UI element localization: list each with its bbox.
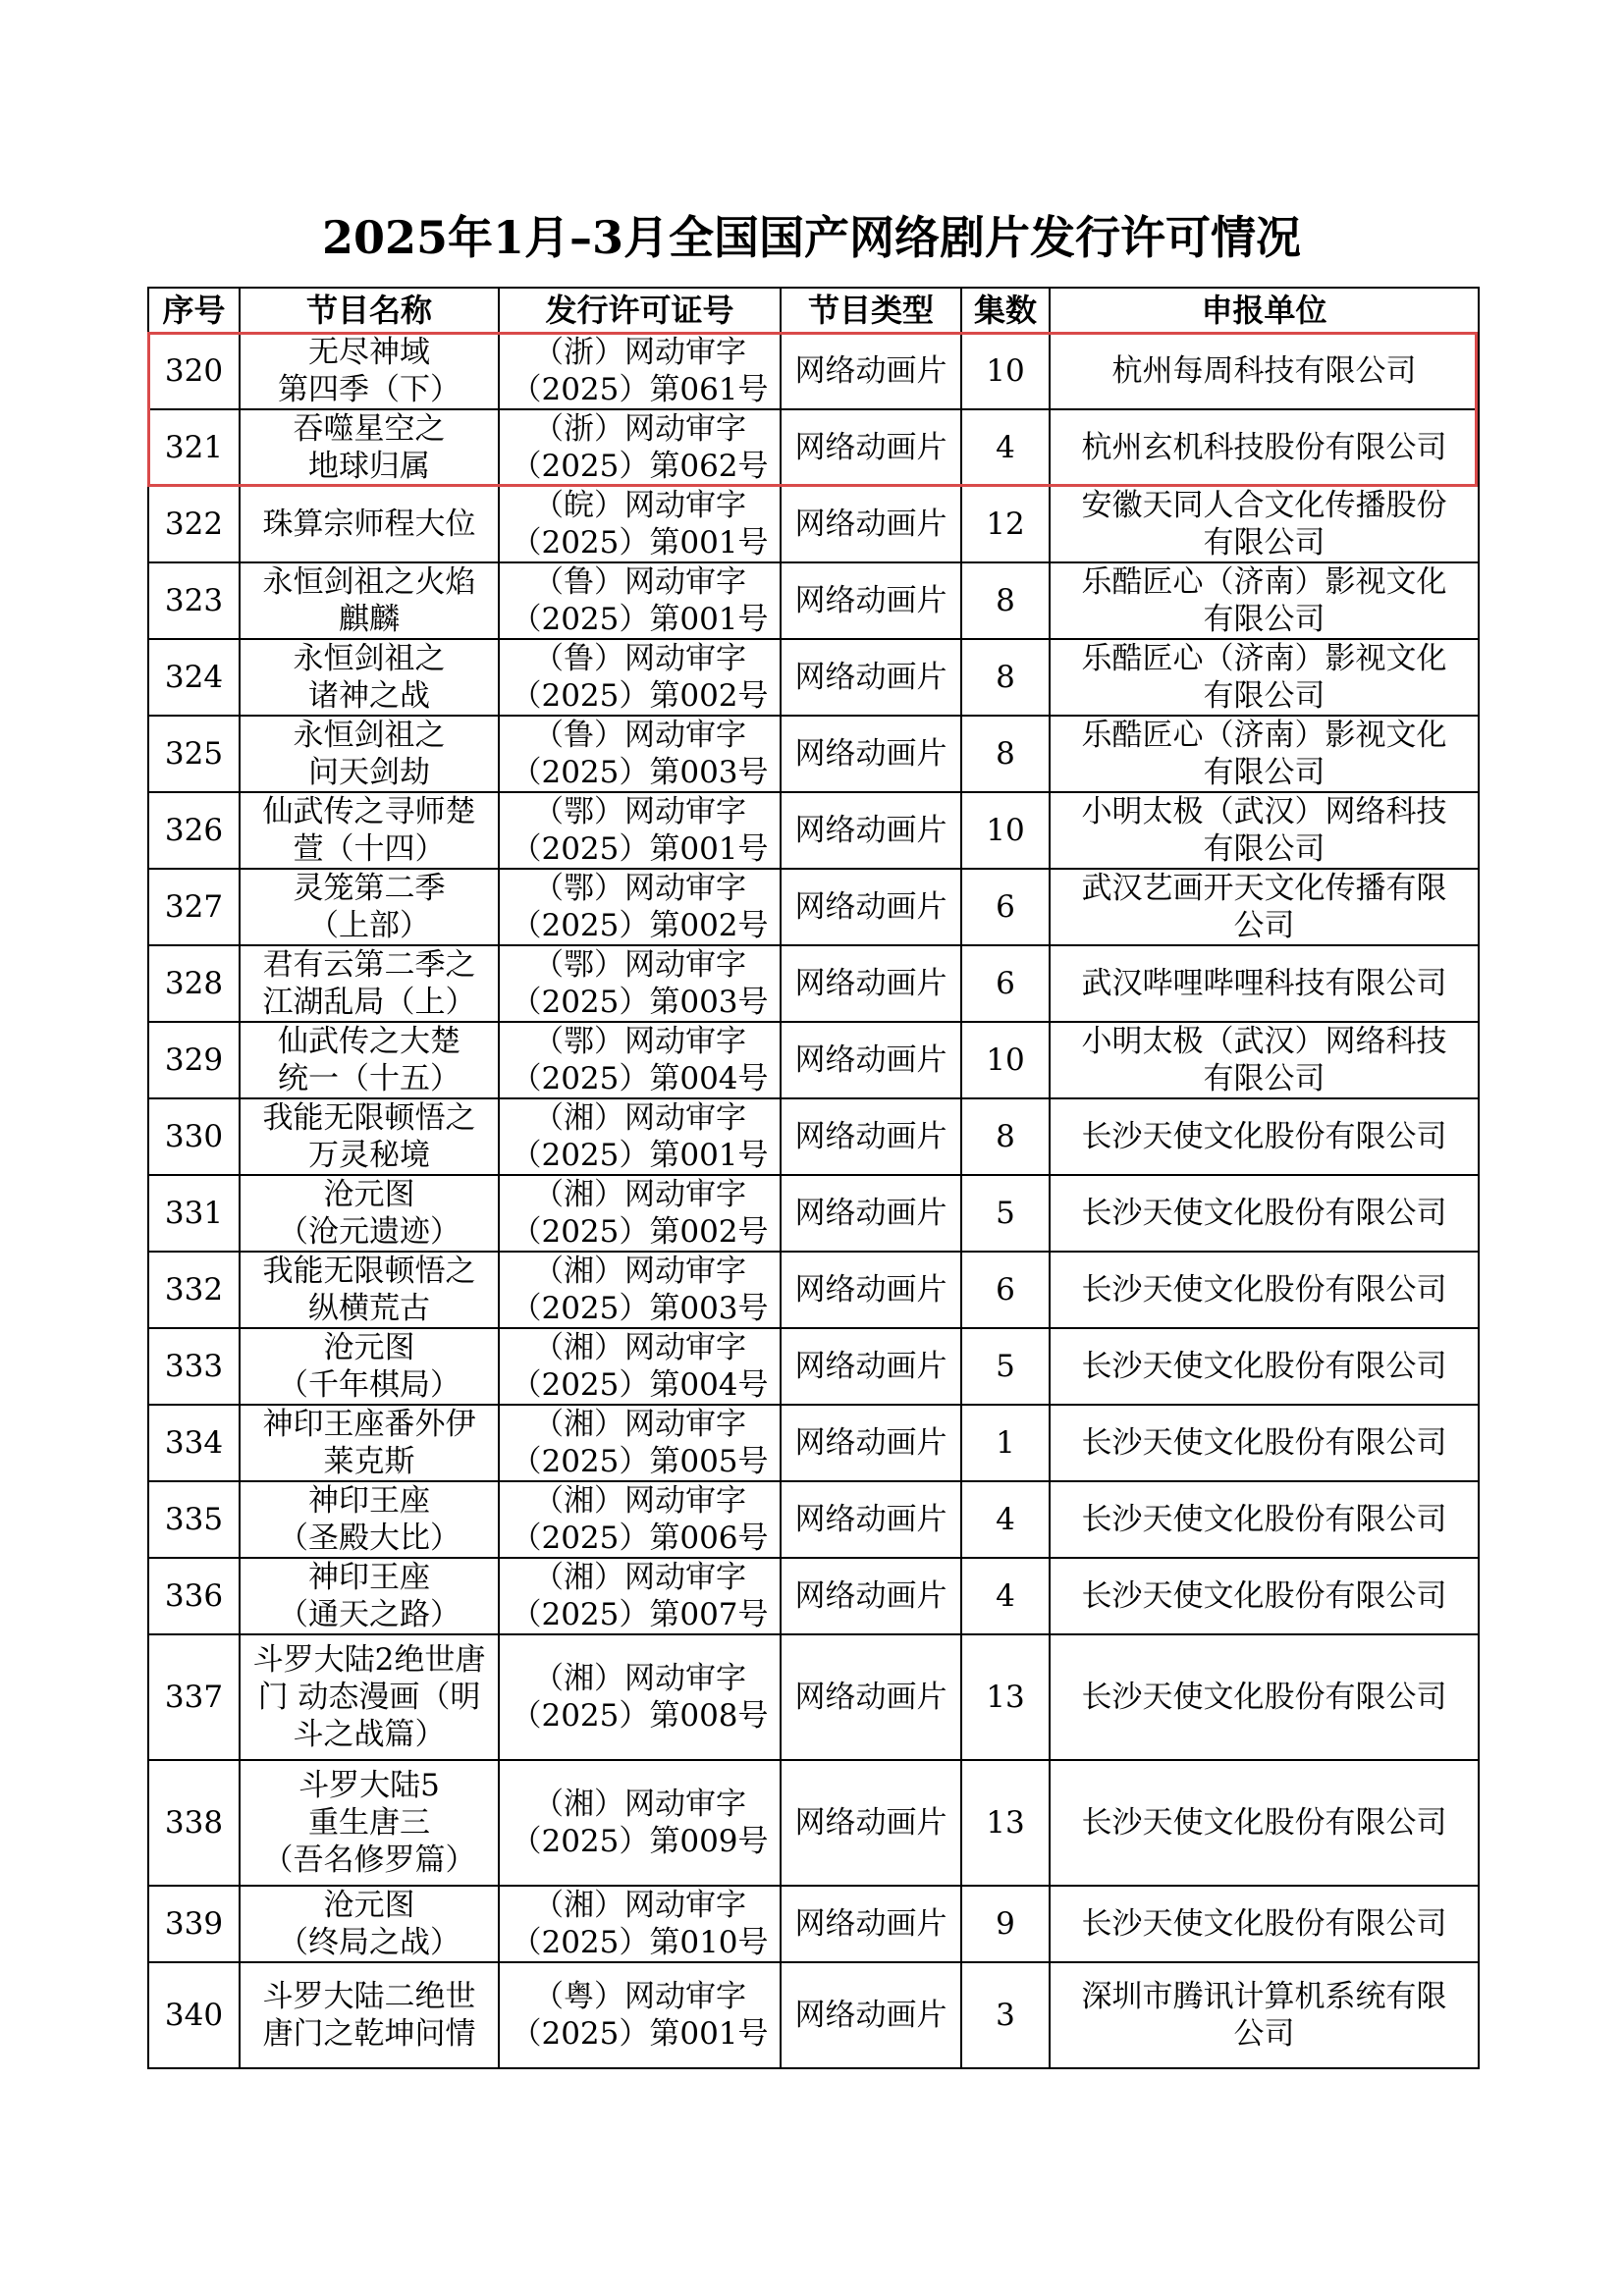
cell-program-type: 网络动画片 (781, 333, 961, 409)
cell-applicant (1050, 409, 1479, 486)
cell-license-number-line: （2025）第002号 (511, 1214, 769, 1250)
table-row (148, 1558, 1479, 1634)
cell-applicant-line: 深圳市腾讯计算机系统有限 (1081, 1979, 1447, 2014)
cell-program-name-line: 我能无限顿悟之 (262, 1254, 476, 1289)
table-row (148, 486, 1479, 562)
cell-program-name-line: 永恒剑祖之火焰 (262, 564, 476, 600)
cell-license-number-line: （2025）第010号 (511, 1925, 769, 1960)
cell-applicant-line: 有限公司 (1203, 678, 1325, 714)
cell-seq: 322 (148, 486, 240, 562)
cell-license-number (499, 1252, 781, 1328)
cell-program-name-line: 沧元图 (323, 1330, 415, 1365)
cell-applicant-line: 有限公司 (1203, 602, 1325, 637)
cell-license-number-line: （2025）第003号 (511, 985, 769, 1020)
cell-program-name-line: 神印王座番外伊 (262, 1407, 476, 1442)
cell-program-type: 网络动画片 (781, 1098, 961, 1175)
header-episodes: 集数 (961, 288, 1050, 333)
cell-license-number (499, 869, 781, 945)
cell-program-name-line: （吾名修罗篇） (262, 1842, 476, 1878)
cell-program-name-line: 永恒剑祖之 (293, 718, 446, 753)
cell-program-type: 网络动画片 (781, 1022, 961, 1098)
cell-program-name-line: 我能无限顿悟之 (262, 1100, 476, 1136)
cell-program-name (240, 1558, 499, 1634)
cell-license-number-line: （湘）网动审字 (533, 1560, 746, 1595)
cell-episodes: 8 (961, 562, 1050, 639)
cell-applicant (1050, 716, 1479, 792)
cell-program-type: 网络动画片 (781, 1252, 961, 1328)
cell-applicant (1050, 1175, 1479, 1252)
cell-episodes: 10 (961, 333, 1050, 409)
cell-program-type: 网络动画片 (781, 1558, 961, 1634)
cell-program-name-line: （通天之路） (278, 1597, 460, 1632)
cell-license-number (499, 1558, 781, 1634)
cell-program-name-line: 斗罗大陆5 (298, 1768, 440, 1803)
cell-applicant (1050, 1962, 1479, 2068)
cell-program-name-line: 江湖乱局（上） (262, 985, 476, 1020)
cell-applicant-line: 长沙天使文化股份有限公司 (1081, 1906, 1447, 1942)
cell-applicant-line: 有限公司 (1203, 525, 1325, 561)
cell-program-name-line: 斗罗大陆2绝世唐 (252, 1642, 486, 1678)
cell-license-number (499, 639, 781, 716)
cell-license-number (499, 945, 781, 1022)
cell-license-number-line: （鄂）网动审字 (533, 1024, 746, 1059)
cell-applicant-line: 公司 (1233, 2016, 1295, 2052)
cell-program-type: 网络动画片 (781, 1760, 961, 1886)
cell-applicant (1050, 333, 1479, 409)
cell-seq: 337 (148, 1634, 240, 1760)
cell-seq: 326 (148, 792, 240, 869)
cell-seq: 335 (148, 1481, 240, 1558)
cell-license-number-line: （湘）网动审字 (533, 1483, 746, 1519)
cell-seq: 327 (148, 869, 240, 945)
cell-applicant (1050, 1886, 1479, 1962)
cell-seq: 324 (148, 639, 240, 716)
cell-program-name-line: 斗之战篇） (293, 1717, 446, 1752)
cell-applicant-line: 小明太极（武汉）网络科技 (1081, 794, 1447, 829)
cell-license-number-line: （2025）第004号 (511, 1061, 769, 1096)
cell-seq: 330 (148, 1098, 240, 1175)
cell-episodes: 3 (961, 1962, 1050, 2068)
cell-applicant (1050, 562, 1479, 639)
table-row (148, 945, 1479, 1022)
cell-applicant-line: 长沙天使文化股份有限公司 (1081, 1349, 1447, 1384)
header-applicant: 申报单位 (1050, 288, 1479, 333)
cell-license-number-line: （2025）第009号 (511, 1824, 769, 1859)
cell-applicant-line: 长沙天使文化股份有限公司 (1081, 1196, 1447, 1231)
cell-program-name-line: （千年棋局） (278, 1367, 460, 1403)
cell-seq: 325 (148, 716, 240, 792)
table-row (148, 1481, 1479, 1558)
cell-seq: 336 (148, 1558, 240, 1634)
header-program-type: 节目类型 (781, 288, 961, 333)
table-body (148, 333, 1479, 2068)
cell-program-name (240, 562, 499, 639)
header-seq: 序号 (148, 288, 240, 333)
page-title: 2025年1月–3月全国国产网络剧片发行许可情况 (321, 211, 1302, 264)
cell-program-name (240, 716, 499, 792)
cell-license-number-line: （粤）网动审字 (533, 1979, 746, 2014)
cell-seq: 328 (148, 945, 240, 1022)
cell-license-number-line: （鄂）网动审字 (533, 794, 746, 829)
cell-applicant (1050, 1098, 1479, 1175)
cell-program-name (240, 1022, 499, 1098)
cell-episodes: 1 (961, 1405, 1050, 1481)
cell-seq: 320 (148, 333, 240, 409)
cell-episodes: 8 (961, 639, 1050, 716)
cell-license-number-line: （皖）网动审字 (533, 488, 746, 523)
header-license-number: 发行许可证号 (499, 288, 781, 333)
cell-applicant-line: 杭州每周科技有限公司 (1111, 353, 1417, 389)
cell-license-number-line: （2025）第001号 (511, 602, 769, 637)
cell-program-name-line: 诸神之战 (308, 678, 430, 714)
cell-program-name-line: 唐门之乾坤问情 (262, 2016, 476, 2052)
cell-license-number-line: （2025）第061号 (511, 372, 769, 407)
cell-program-name-line: 仙武传之寻师楚 (262, 794, 476, 829)
cell-applicant (1050, 1558, 1479, 1634)
cell-license-number (499, 1405, 781, 1481)
cell-program-type: 网络动画片 (781, 639, 961, 716)
cell-program-name (240, 1886, 499, 1962)
cell-seq: 323 (148, 562, 240, 639)
cell-license-number-line: （湘）网动审字 (533, 1787, 746, 1822)
cell-program-name-line: （终局之战） (278, 1925, 460, 1960)
cell-program-name-line: 永恒剑祖之 (293, 641, 446, 676)
cell-license-number-line: （浙）网动审字 (533, 411, 746, 447)
cell-program-name-line: 沧元图 (323, 1888, 415, 1923)
cell-applicant (1050, 1481, 1479, 1558)
cell-seq: 340 (148, 1962, 240, 2068)
cell-license-number-line: （2025）第003号 (511, 1291, 769, 1326)
cell-program-type: 网络动画片 (781, 792, 961, 869)
cell-program-name-line: （沧元遗迹） (278, 1214, 460, 1250)
cell-program-name-line: 第四季（下） (278, 372, 460, 407)
cell-license-number (499, 486, 781, 562)
cell-license-number-line: （湘）网动审字 (533, 1661, 746, 1696)
cell-applicant (1050, 869, 1479, 945)
cell-program-name (240, 409, 499, 486)
cell-program-type: 网络动画片 (781, 1328, 961, 1405)
cell-license-number-line: （2025）第008号 (511, 1698, 769, 1734)
cell-program-type: 网络动画片 (781, 1886, 961, 1962)
cell-program-name-line: 神印王座 (308, 1483, 430, 1519)
cell-applicant (1050, 1634, 1479, 1760)
table-row (148, 562, 1479, 639)
cell-applicant-line: 有限公司 (1203, 755, 1325, 790)
table-row (148, 1022, 1479, 1098)
cell-program-type: 网络动画片 (781, 1962, 961, 2068)
cell-applicant-line: 乐酷匠心（济南）影视文化 (1081, 641, 1447, 676)
cell-program-name (240, 1962, 499, 2068)
cell-program-name-line: 萱（十四） (293, 831, 446, 867)
cell-applicant-line: 安徽天同人合文化传播股份 (1081, 488, 1447, 523)
table-row (148, 1760, 1479, 1886)
cell-seq: 329 (148, 1022, 240, 1098)
cell-program-name (240, 1481, 499, 1558)
cell-program-type: 网络动画片 (781, 1634, 961, 1760)
cell-license-number (499, 1098, 781, 1175)
cell-seq: 321 (148, 409, 240, 486)
cell-episodes: 6 (961, 869, 1050, 945)
cell-applicant (1050, 945, 1479, 1022)
cell-program-type: 网络动画片 (781, 945, 961, 1022)
cell-applicant (1050, 1252, 1479, 1328)
table-row (148, 869, 1479, 945)
cell-program-name-line: （圣殿大比） (278, 1521, 460, 1556)
cell-license-number (499, 792, 781, 869)
cell-episodes: 13 (961, 1634, 1050, 1760)
cell-applicant-line: 长沙天使文化股份有限公司 (1081, 1578, 1447, 1614)
cell-license-number-line: （2025）第006号 (511, 1521, 769, 1556)
cell-applicant-line: 有限公司 (1203, 831, 1325, 867)
cell-seq: 331 (148, 1175, 240, 1252)
cell-episodes: 5 (961, 1328, 1050, 1405)
cell-program-name (240, 1252, 499, 1328)
cell-applicant-line: 小明太极（武汉）网络科技 (1081, 1024, 1447, 1059)
cell-program-name (240, 333, 499, 409)
cell-episodes: 13 (961, 1760, 1050, 1886)
table-row (148, 1962, 1479, 2068)
cell-license-number (499, 1760, 781, 1886)
cell-episodes: 8 (961, 716, 1050, 792)
cell-applicant (1050, 639, 1479, 716)
cell-license-number-line: （湘）网动审字 (533, 1888, 746, 1923)
cell-program-name-line: 重生唐三 (308, 1805, 430, 1841)
cell-program-name (240, 1405, 499, 1481)
cell-applicant-line: 武汉艺画开天文化传播有限 (1081, 871, 1447, 906)
cell-program-name (240, 1175, 499, 1252)
cell-episodes: 4 (961, 1481, 1050, 1558)
cell-program-type: 网络动画片 (781, 1405, 961, 1481)
cell-license-number-line: （2025）第062号 (511, 449, 769, 484)
cell-program-name-line: 神印王座 (308, 1560, 430, 1595)
cell-program-name-line: 万灵秘境 (308, 1138, 430, 1173)
cell-license-number-line: （2025）第007号 (511, 1597, 769, 1632)
cell-license-number (499, 1886, 781, 1962)
cell-program-name (240, 945, 499, 1022)
cell-episodes: 6 (961, 945, 1050, 1022)
table-row (148, 639, 1479, 716)
cell-license-number-line: （2025）第001号 (511, 831, 769, 867)
cell-license-number-line: （2025）第001号 (511, 2016, 769, 2052)
cell-license-number-line: （2025）第003号 (511, 755, 769, 790)
cell-episodes: 6 (961, 1252, 1050, 1328)
cell-seq: 339 (148, 1886, 240, 1962)
cell-program-name-line: 统一（十五） (278, 1061, 460, 1096)
cell-episodes: 4 (961, 409, 1050, 486)
cell-program-name (240, 486, 499, 562)
permit-table (147, 287, 1480, 2069)
cell-applicant-line: 长沙天使文化股份有限公司 (1081, 1119, 1447, 1154)
cell-program-name (240, 1634, 499, 1760)
table-header-row (148, 288, 1479, 333)
cell-license-number-line: （湘）网动审字 (533, 1177, 746, 1212)
cell-program-name-line: 地球归属 (308, 449, 430, 484)
table-row (148, 1886, 1479, 1962)
cell-seq: 334 (148, 1405, 240, 1481)
table-row (148, 1328, 1479, 1405)
cell-license-number-line: （2025）第002号 (511, 678, 769, 714)
cell-applicant-line: 公司 (1233, 908, 1295, 943)
cell-seq: 333 (148, 1328, 240, 1405)
cell-license-number-line: （2025）第001号 (511, 1138, 769, 1173)
cell-seq: 332 (148, 1252, 240, 1328)
cell-program-type: 网络动画片 (781, 1175, 961, 1252)
cell-program-name-line: 麒麟 (339, 602, 400, 637)
cell-program-name-line: 仙武传之大楚 (278, 1024, 460, 1059)
cell-license-number (499, 1481, 781, 1558)
cell-license-number (499, 1022, 781, 1098)
cell-license-number (499, 716, 781, 792)
cell-program-name (240, 869, 499, 945)
cell-program-name-line: 问天剑劫 (308, 755, 430, 790)
cell-episodes: 8 (961, 1098, 1050, 1175)
cell-program-name-line: 门 动态漫画（明 (257, 1680, 481, 1715)
cell-program-type: 网络动画片 (781, 409, 961, 486)
cell-program-name-line: （上部） (308, 908, 430, 943)
table-row (148, 1175, 1479, 1252)
cell-applicant-line: 长沙天使文化股份有限公司 (1081, 1425, 1447, 1461)
table-row (148, 1098, 1479, 1175)
cell-license-number-line: （湘）网动审字 (533, 1254, 746, 1289)
cell-program-type: 网络动画片 (781, 1481, 961, 1558)
cell-episodes: 10 (961, 792, 1050, 869)
cell-license-number (499, 1634, 781, 1760)
cell-license-number-line: （2025）第002号 (511, 908, 769, 943)
cell-applicant-line: 长沙天使文化股份有限公司 (1081, 1502, 1447, 1537)
cell-applicant-line: 有限公司 (1203, 1061, 1325, 1096)
cell-applicant-line: 武汉哔哩哔哩科技有限公司 (1081, 966, 1447, 1001)
cell-license-number-line: （2025）第005号 (511, 1444, 769, 1479)
cell-program-type: 网络动画片 (781, 869, 961, 945)
cell-program-name-line: 莱克斯 (323, 1444, 415, 1479)
cell-program-type: 网络动画片 (781, 562, 961, 639)
cell-applicant-line: 乐酷匠心（济南）影视文化 (1081, 564, 1447, 600)
cell-applicant (1050, 486, 1479, 562)
cell-license-number-line: （鲁）网动审字 (533, 641, 746, 676)
cell-license-number-line: （2025）第001号 (511, 525, 769, 561)
cell-license-number-line: （鄂）网动审字 (533, 947, 746, 983)
cell-license-number (499, 562, 781, 639)
cell-program-name-line: 纵横荒古 (308, 1291, 430, 1326)
cell-license-number-line: （鲁）网动审字 (533, 564, 746, 600)
cell-applicant (1050, 1328, 1479, 1405)
cell-episodes: 4 (961, 1558, 1050, 1634)
cell-program-name (240, 1760, 499, 1886)
cell-episodes: 12 (961, 486, 1050, 562)
cell-license-number (499, 333, 781, 409)
cell-seq: 338 (148, 1760, 240, 1886)
cell-program-name-line: 无尽神域 (308, 335, 430, 370)
cell-license-number-line: （湘）网动审字 (533, 1407, 746, 1442)
cell-program-name-line: 灵笼第二季 (293, 871, 446, 906)
cell-license-number (499, 1328, 781, 1405)
cell-applicant-line: 长沙天使文化股份有限公司 (1081, 1805, 1447, 1841)
cell-applicant-line: 乐酷匠心（济南）影视文化 (1081, 718, 1447, 753)
cell-license-number-line: （湘）网动审字 (533, 1100, 746, 1136)
cell-program-name-line: 珠算宗师程大位 (262, 507, 476, 542)
cell-program-name (240, 639, 499, 716)
cell-license-number-line: （2025）第004号 (511, 1367, 769, 1403)
table-row (148, 1252, 1479, 1328)
cell-program-name (240, 1098, 499, 1175)
cell-applicant-line: 长沙天使文化股份有限公司 (1081, 1680, 1447, 1715)
cell-episodes: 5 (961, 1175, 1050, 1252)
cell-episodes: 9 (961, 1886, 1050, 1962)
table-row (148, 409, 1479, 486)
cell-program-name-line: 君有云第二季之 (262, 947, 476, 983)
header-program-name: 节目名称 (240, 288, 499, 333)
cell-program-type: 网络动画片 (781, 716, 961, 792)
cell-applicant-line: 杭州玄机科技股份有限公司 (1081, 430, 1447, 465)
cell-applicant-line: 长沙天使文化股份有限公司 (1081, 1272, 1447, 1308)
table-row (148, 716, 1479, 792)
table-row (148, 1405, 1479, 1481)
cell-program-name-line: 沧元图 (323, 1177, 415, 1212)
table-row (148, 792, 1479, 869)
cell-applicant (1050, 1760, 1479, 1886)
cell-applicant (1050, 1405, 1479, 1481)
cell-license-number-line: （浙）网动审字 (533, 335, 746, 370)
cell-program-type: 网络动画片 (781, 486, 961, 562)
cell-episodes: 10 (961, 1022, 1050, 1098)
cell-applicant (1050, 792, 1479, 869)
cell-program-name (240, 1328, 499, 1405)
cell-applicant (1050, 1022, 1479, 1098)
cell-program-name-line: 斗罗大陆二绝世 (262, 1979, 476, 2014)
cell-license-number (499, 1962, 781, 2068)
cell-license-number (499, 1175, 781, 1252)
cell-license-number-line: （鲁）网动审字 (533, 718, 746, 753)
cell-license-number-line: （湘）网动审字 (533, 1330, 746, 1365)
cell-license-number-line: （鄂）网动审字 (533, 871, 746, 906)
table-row (148, 1634, 1479, 1760)
cell-program-name (240, 792, 499, 869)
table-row (148, 333, 1479, 409)
cell-program-name-line: 吞噬星空之 (293, 411, 446, 447)
cell-license-number (499, 409, 781, 486)
